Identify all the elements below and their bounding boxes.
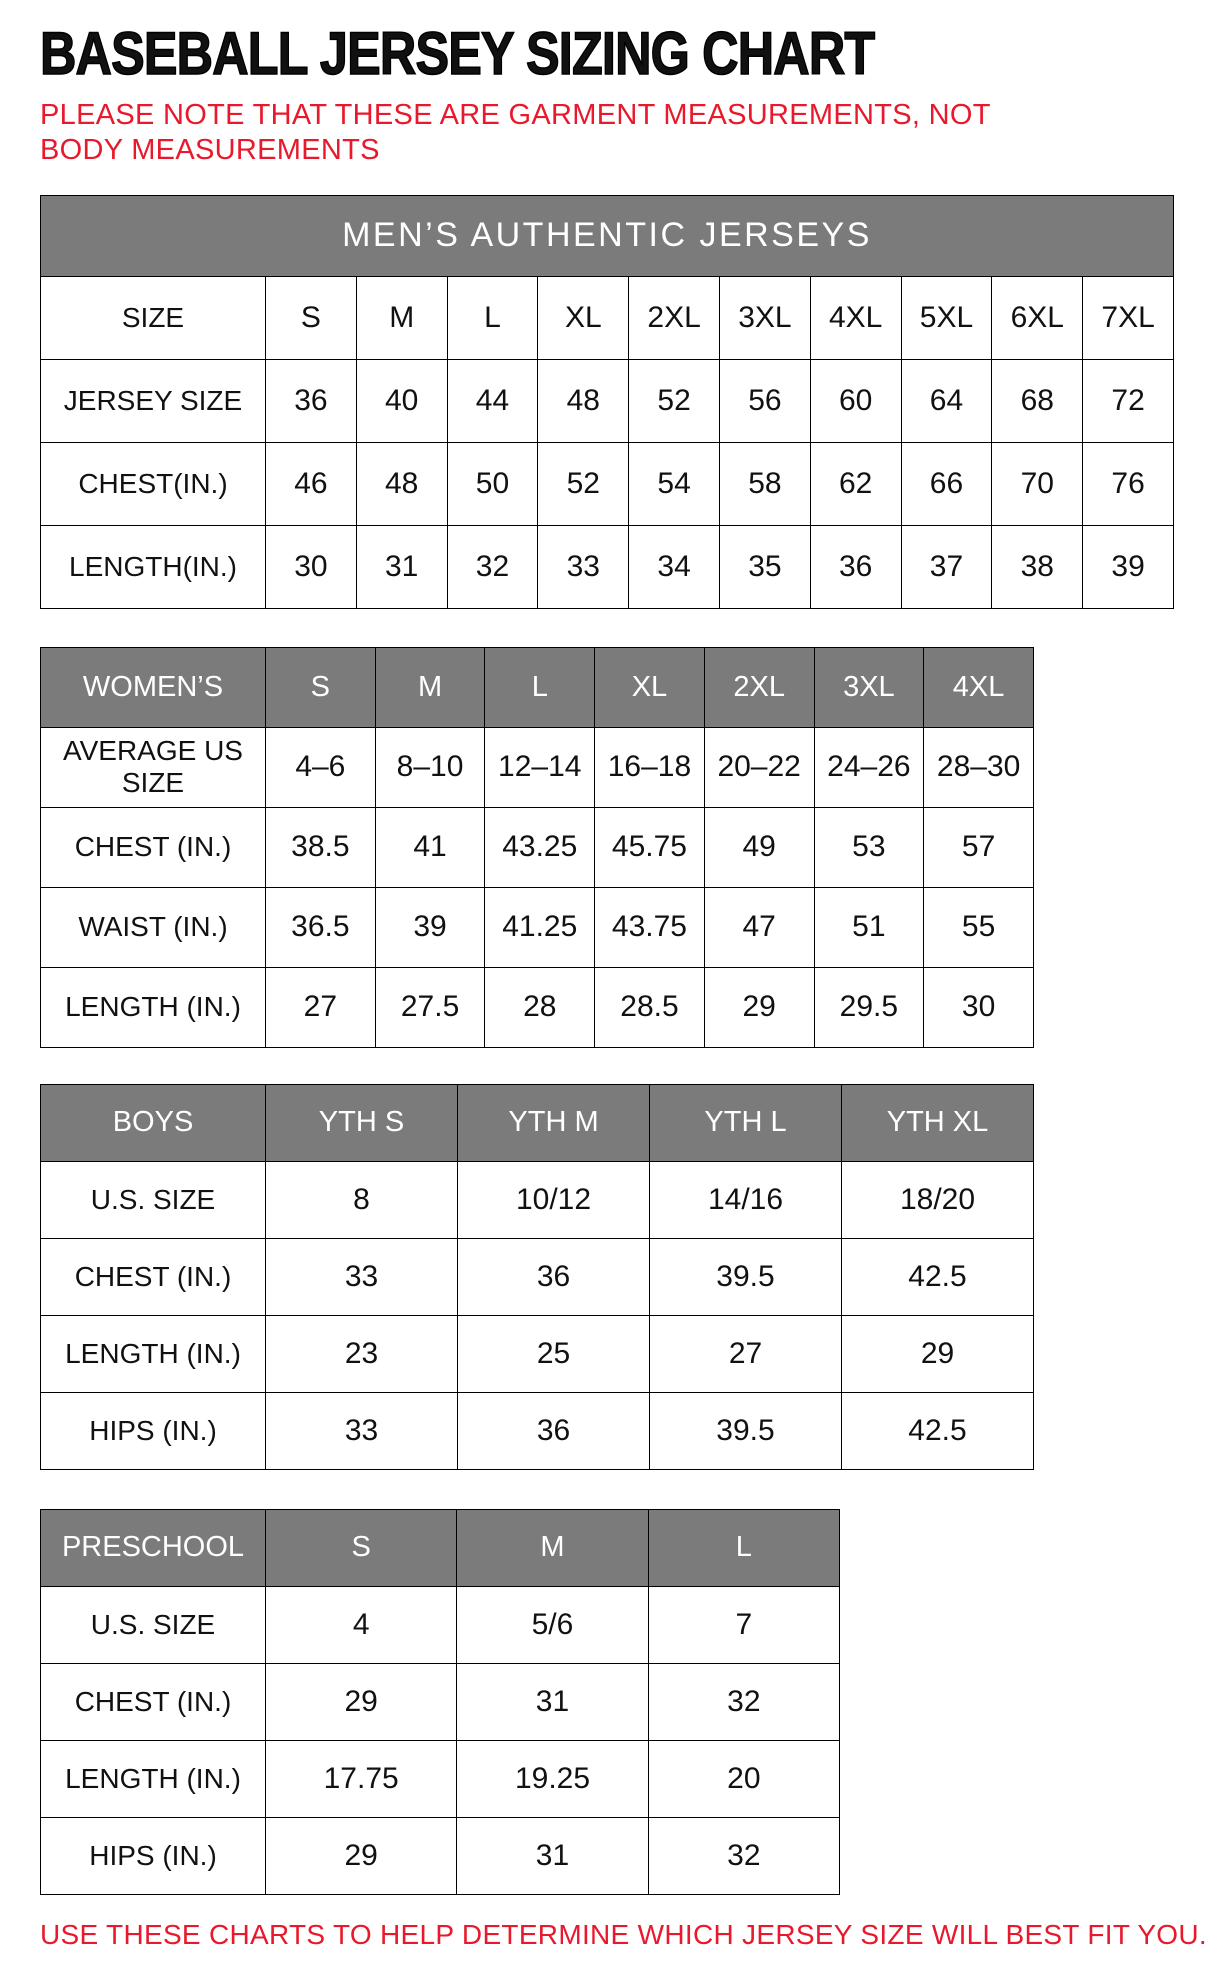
womens-table-cell: 4–6 (266, 727, 376, 807)
mens-table-cell: 36 (810, 525, 901, 608)
boys-table-cell: 27 (650, 1315, 842, 1392)
womens-table-cell: 43.75 (595, 887, 705, 967)
mens-table-cell: 46 (266, 442, 357, 525)
womens-row-label: CHEST (IN.) (41, 807, 266, 887)
womens-table-cell: 28 (485, 967, 595, 1047)
mens-table-cell: 30 (266, 525, 357, 608)
womens-table-cell: 47 (704, 887, 814, 967)
mens-table-cell: 38 (992, 525, 1083, 608)
womens-table-cell: 8–10 (375, 727, 485, 807)
boys-column-header: YTH S (266, 1084, 458, 1161)
preschool-table-cell: 32 (648, 1663, 839, 1740)
preschool-table-cell: 4 (266, 1586, 457, 1663)
preschool-table-cell: 7 (648, 1586, 839, 1663)
womens-header-label: WOMEN’S (41, 647, 266, 727)
mens-table-cell: 33 (538, 525, 629, 608)
mens-table-cell: 44 (447, 359, 538, 442)
mens-table-title: MEN’S AUTHENTIC JERSEYS (41, 195, 1174, 276)
preschool-table-row (41, 1663, 840, 1740)
womens-table-cell: 27.5 (375, 967, 485, 1047)
preschool-table-cell: 29 (266, 1663, 457, 1740)
womens-table-cell: 36.5 (266, 887, 376, 967)
preschool-table-cell: 31 (457, 1663, 648, 1740)
mens-table-row (41, 442, 1174, 525)
boys-table-cell: 25 (458, 1315, 650, 1392)
mens-table-cell: 62 (810, 442, 901, 525)
preschool-table-cell: 20 (648, 1740, 839, 1817)
preschool-table-row (41, 1740, 840, 1817)
mens-table-cell: 37 (901, 525, 992, 608)
boys-header-row (41, 1084, 1034, 1161)
boys-table-cell: 42.5 (842, 1238, 1034, 1315)
mens-table-cell: 36 (266, 359, 357, 442)
mens-table-cell: 52 (538, 442, 629, 525)
preschool-table-cell: 32 (648, 1817, 839, 1894)
womens-table-cell: 24–26 (814, 727, 924, 807)
womens-table-cell: 43.25 (485, 807, 595, 887)
mens-table-cell: 5XL (901, 276, 992, 359)
womens-header-row (41, 647, 1034, 727)
boys-table-cell: 10/12 (458, 1161, 650, 1238)
boys-table-cell: 36 (458, 1238, 650, 1315)
boys-table-cell: 8 (266, 1161, 458, 1238)
boys-column-header: YTH M (458, 1084, 650, 1161)
preschool-table-cell: 17.75 (266, 1740, 457, 1817)
womens-table-cell: 29.5 (814, 967, 924, 1047)
footer-advice-text: USE THESE CHARTS TO HELP DETERMINE WHICH JERSEY SIZE WILL BEST FIT YOU. (40, 1918, 1207, 1950)
mens-table-cell: 68 (992, 359, 1083, 442)
boys-table-row (41, 1238, 1034, 1315)
mens-title-row (41, 195, 1174, 276)
preschool-table-cell: 5/6 (457, 1586, 648, 1663)
boys-table-cell: 42.5 (842, 1392, 1034, 1469)
womens-table-cell: 49 (704, 807, 814, 887)
boys-row-label: U.S. SIZE (41, 1161, 266, 1238)
mens-row-label: SIZE (41, 276, 266, 359)
mens-table-cell: 7XL (1083, 276, 1174, 359)
boys-table-cell: 18/20 (842, 1161, 1034, 1238)
womens-table-cell: 38.5 (266, 807, 376, 887)
preschool-header-label: PRESCHOOL (41, 1509, 266, 1586)
boys-table-cell: 33 (266, 1238, 458, 1315)
preschool-table-cell: 29 (266, 1817, 457, 1894)
mens-table-cell: 50 (447, 442, 538, 525)
womens-column-header: 4XL (924, 647, 1034, 727)
boys-header-label: BOYS (41, 1084, 266, 1161)
mens-row-label: JERSEY SIZE (41, 359, 266, 442)
mens-table-cell: 32 (447, 525, 538, 608)
womens-column-header: M (375, 647, 485, 727)
womens-column-header: 3XL (814, 647, 924, 727)
boys-table-row (41, 1315, 1034, 1392)
mens-table-cell: 56 (719, 359, 810, 442)
womens-row-label: WAIST (IN.) (41, 887, 266, 967)
boys-table-cell: 33 (266, 1392, 458, 1469)
womens-table-cell: 28–30 (924, 727, 1034, 807)
page-title (40, 20, 1180, 87)
mens-table-cell: 48 (538, 359, 629, 442)
preschool-row-label: LENGTH (IN.) (41, 1740, 266, 1817)
womens-table-cell: 29 (704, 967, 814, 1047)
boys-table-row (41, 1161, 1034, 1238)
womens-table-row (41, 727, 1034, 807)
mens-table-cell: 39 (1083, 525, 1174, 608)
womens-table-cell: 41.25 (485, 887, 595, 967)
womens-table-cell: 57 (924, 807, 1034, 887)
womens-column-header: 2XL (704, 647, 814, 727)
preschool-row-label: CHEST (IN.) (41, 1663, 266, 1740)
mens-table-cell: M (356, 276, 447, 359)
page-title-text: BASEBALL JERSEY SIZING CHART (40, 20, 875, 87)
mens-table-cell: 3XL (719, 276, 810, 359)
womens-row-label: LENGTH (IN.) (41, 967, 266, 1047)
mens-table-cell: 2XL (629, 276, 720, 359)
womens-table-row (41, 807, 1034, 887)
mens-table-cell: 60 (810, 359, 901, 442)
boys-table-cell: 14/16 (650, 1161, 842, 1238)
mens-table-cell: 66 (901, 442, 992, 525)
womens-column-header: S (266, 647, 376, 727)
preschool-table-row (41, 1817, 840, 1894)
garment-measurement-note: PLEASE NOTE THAT THESE ARE GARMENT MEASUREMENTS, NOT BODY MEASUREMENTS (40, 99, 991, 167)
mens-table-cell: 31 (356, 525, 447, 608)
preschool-column-header: M (457, 1509, 648, 1586)
mens-table-cell: 72 (1083, 359, 1174, 442)
preschool-table-cell: 19.25 (457, 1740, 648, 1817)
mens-table-row (41, 359, 1174, 442)
preschool-header-row (41, 1509, 840, 1586)
boys-row-label: LENGTH (IN.) (41, 1315, 266, 1392)
womens-column-header: XL (595, 647, 705, 727)
mens-row-label: LENGTH(IN.) (41, 525, 266, 608)
mens-table-cell: S (266, 276, 357, 359)
mens-table-cell: 54 (629, 442, 720, 525)
preschool-row-label: HIPS (IN.) (41, 1817, 266, 1894)
mens-table-cell: 6XL (992, 276, 1083, 359)
boys-table-cell: 36 (458, 1392, 650, 1469)
mens-table-cell: 64 (901, 359, 992, 442)
boys-row-label: HIPS (IN.) (41, 1392, 266, 1469)
womens-table-cell: 55 (924, 887, 1034, 967)
womens-column-header: L (485, 647, 595, 727)
mens-table-cell: 48 (356, 442, 447, 525)
womens-row-label: AVERAGE US SIZE (41, 727, 266, 807)
womens-table-row (41, 967, 1034, 1047)
boys-table-cell: 23 (266, 1315, 458, 1392)
mens-table-cell: XL (538, 276, 629, 359)
womens-table-cell: 51 (814, 887, 924, 967)
womens-table-cell: 45.75 (595, 807, 705, 887)
mens-sizing-table (40, 195, 1174, 609)
boys-table-row (41, 1392, 1034, 1469)
boys-table-cell: 29 (842, 1315, 1034, 1392)
mens-table-cell: 58 (719, 442, 810, 525)
womens-table-cell: 39 (375, 887, 485, 967)
womens-table-cell: 53 (814, 807, 924, 887)
mens-table-cell: 35 (719, 525, 810, 608)
preschool-row-label: U.S. SIZE (41, 1586, 266, 1663)
womens-table-cell: 30 (924, 967, 1034, 1047)
preschool-table-row (41, 1586, 840, 1663)
mens-table-row (41, 276, 1174, 359)
mens-table-cell: L (447, 276, 538, 359)
boys-column-header: YTH XL (842, 1084, 1034, 1161)
mens-table-cell: 52 (629, 359, 720, 442)
womens-table-cell: 20–22 (704, 727, 814, 807)
boys-table-cell: 39.5 (650, 1238, 842, 1315)
boys-table-cell: 39.5 (650, 1392, 842, 1469)
preschool-table-cell: 31 (457, 1817, 648, 1894)
mens-table-cell: 76 (1083, 442, 1174, 525)
preschool-column-header: S (266, 1509, 457, 1586)
womens-table-row (41, 887, 1034, 967)
mens-table-cell: 40 (356, 359, 447, 442)
preschool-sizing-table (40, 1509, 840, 1895)
boys-sizing-table (40, 1084, 1034, 1470)
boys-column-header: YTH L (650, 1084, 842, 1161)
womens-sizing-table (40, 647, 1034, 1048)
womens-table-cell: 41 (375, 807, 485, 887)
mens-row-label: CHEST(IN.) (41, 442, 266, 525)
mens-table-row (41, 525, 1174, 608)
mens-table-cell: 4XL (810, 276, 901, 359)
mens-table-cell: 34 (629, 525, 720, 608)
boys-row-label: CHEST (IN.) (41, 1238, 266, 1315)
womens-table-cell: 27 (266, 967, 376, 1047)
mens-table-cell: 70 (992, 442, 1083, 525)
womens-table-cell: 28.5 (595, 967, 705, 1047)
womens-table-cell: 12–14 (485, 727, 595, 807)
womens-table-cell: 16–18 (595, 727, 705, 807)
preschool-column-header: L (648, 1509, 839, 1586)
